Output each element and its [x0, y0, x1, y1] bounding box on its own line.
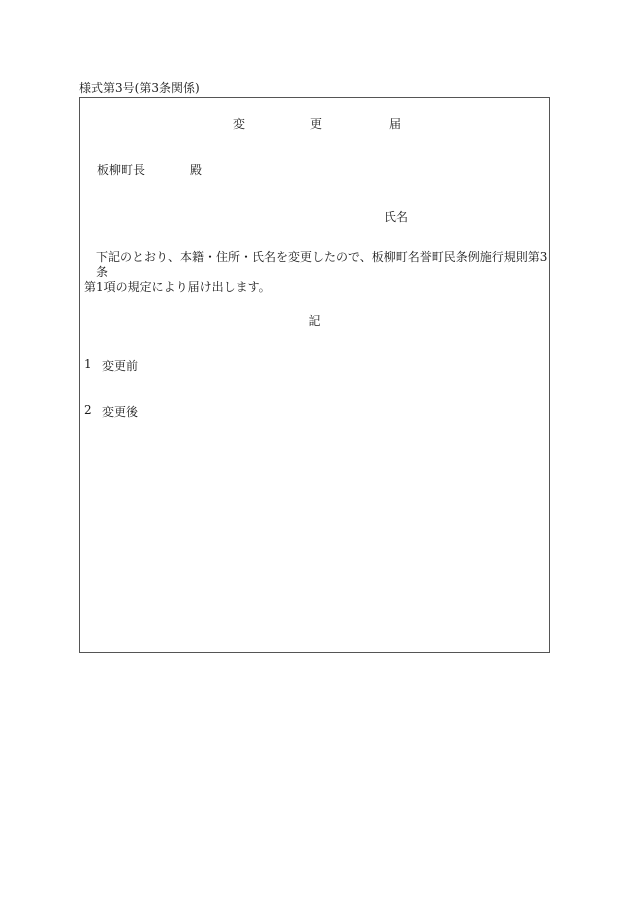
- body-line-1: 下記のとおり、本籍・住所・氏名を変更したので、板柳町名誉町民条例施行規則第3条: [96, 250, 548, 279]
- addressee: [97, 161, 237, 177]
- body-line-2: 第1項の規定により届け出します。: [84, 280, 271, 294]
- title-char-3: 届: [389, 117, 402, 131]
- applicant-name-label: 氏名: [384, 210, 409, 224]
- item-number: 2: [84, 403, 92, 417]
- addressee-honorific: 殿: [190, 163, 203, 177]
- item-label: 変更前: [102, 359, 139, 373]
- ki-heading: 記: [308, 314, 321, 328]
- form-title: [80, 115, 549, 131]
- title-char-1: 変: [233, 117, 246, 131]
- item-number: 1: [84, 357, 92, 371]
- title-char-2: 更: [310, 117, 323, 131]
- addressee-name: 板柳町長: [97, 163, 146, 177]
- item-label: 変更後: [102, 405, 139, 419]
- body-text: [84, 250, 550, 295]
- form-number-label: 様式第3号(第3条関係): [79, 81, 200, 95]
- form-frame: [79, 97, 550, 653]
